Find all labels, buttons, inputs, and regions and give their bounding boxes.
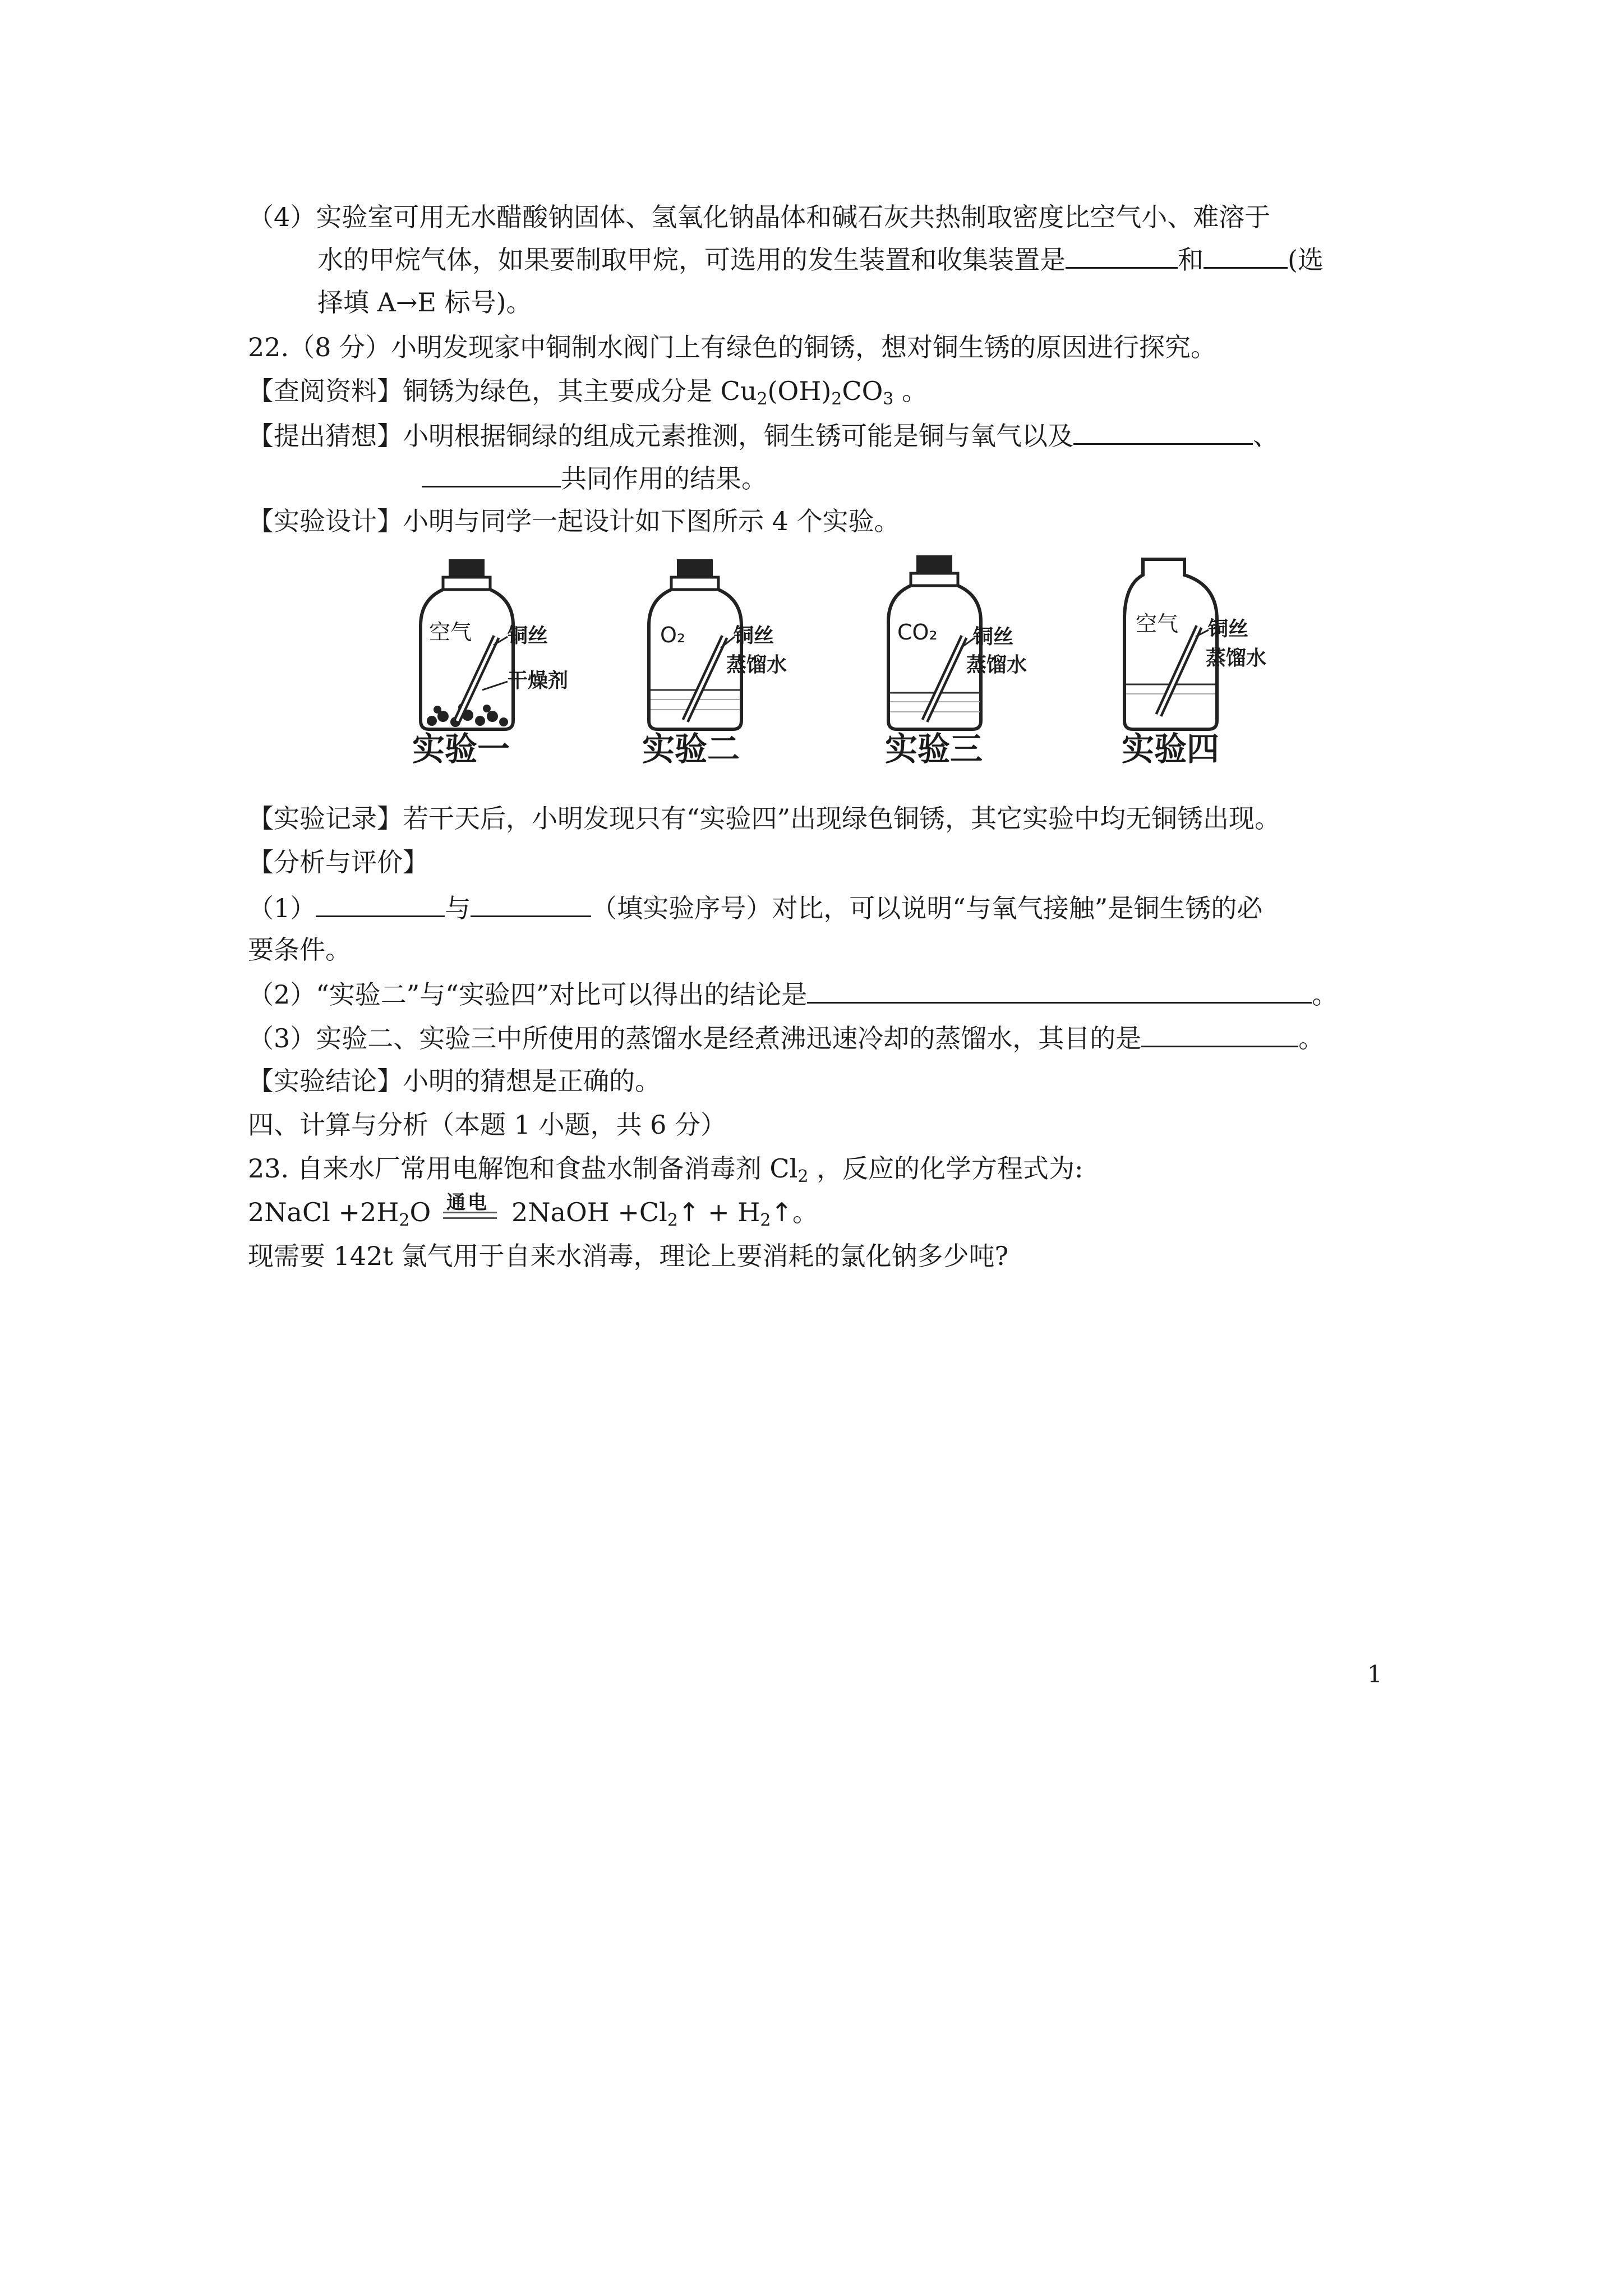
q22-reference (248, 375, 928, 407)
answer-blank-conclusion[interactable] (807, 977, 1312, 1004)
q22-hypothesis-2 (422, 461, 767, 495)
section4-title: 四、计算与分析（本题 1 小题，共 6 分） (248, 1110, 727, 1140)
equation-condition: 通电 (446, 1191, 489, 1214)
q22-design: 【实验设计】小明与同学一起设计如下图所示 4 个实验。 (248, 506, 900, 536)
hypothesis-text: 【提出猜想】小明根据铜绿的组成元素推测，铜生锈可能是铜与氧气以及 (248, 421, 1073, 451)
other-label: 干燥剂 (508, 669, 569, 692)
sub: 2 (831, 389, 842, 409)
equation-bar-top (443, 1212, 497, 1213)
gas-label: 空气 (1136, 611, 1179, 636)
q23-stem (248, 1152, 1083, 1185)
q23-equation-right (511, 1196, 818, 1228)
sub: 2 (667, 1211, 678, 1230)
q22-analysis-2 (248, 977, 1338, 1011)
sub: 2 (797, 1167, 809, 1186)
sub: 2 (399, 1211, 410, 1230)
sub: 3 (883, 389, 894, 409)
gas-label: CO₂ (897, 620, 938, 645)
experiment-figure (404, 553, 1267, 768)
q22-hypothesis (248, 418, 1279, 452)
equation-text: 。 (792, 1197, 819, 1227)
q23-text: 23. 自来水厂常用电解饱和食盐水制备消毒剂 Cl (248, 1153, 798, 1184)
analysis-text: （3）实验二、实验三中所使用的蒸馏水是经煮沸迅速冷却的蒸馏水，其目的是 (248, 1023, 1142, 1053)
page-number: 1 (1367, 1660, 1382, 1688)
q22-analysis-3 (248, 1021, 1324, 1055)
hypothesis-text: 共同作用的结果。 (561, 463, 767, 494)
equation-text: 2NaCl +2H (248, 1197, 399, 1227)
q22-analysis-header: 【分析与评价】 (248, 847, 428, 877)
q22-analysis-1-cont: 要条件。 (248, 935, 351, 965)
q23-text: ，反应的化学方程式为: (808, 1153, 1083, 1184)
answer-blank-purpose[interactable] (1141, 1021, 1298, 1047)
sub: 2 (760, 1211, 771, 1230)
q21-4-text: 水的甲烷气体，如果要制取甲烷，可选用的发生装置和收集装置是 (317, 245, 1066, 275)
q22-record: 【实验记录】若干天后，小明发现只有“实验四”出现绿色铜锈，其它实验中均无铜锈出现。 (248, 803, 1281, 834)
ref-text: CO (842, 376, 883, 406)
experiment-label: 实验二 (642, 730, 740, 768)
rod-label: 铜丝 (734, 624, 774, 647)
other-label: 蒸馏水 (1206, 647, 1267, 670)
jar-experiment-4 (1122, 559, 1266, 768)
gas-arrow-icon: ↑ (771, 1197, 793, 1227)
q23-question: 现需要 142t 氯气用于自来水消毒，理论上要消耗的氯化钠多少吨? (248, 1241, 1009, 1271)
answer-blank-collector[interactable] (1204, 242, 1288, 269)
q22-intro: 22.（8 分）小明发现家中铜制水阀门上有绿色的铜锈，想对铜生锈的原因进行探究。 (248, 332, 1217, 362)
analysis-text: 。 (1312, 979, 1338, 1010)
q22-conclusion: 【实验结论】小明的猜想是正确的。 (248, 1066, 661, 1096)
answer-blank-generator[interactable] (1066, 242, 1178, 269)
gas-label: O₂ (660, 623, 686, 647)
q23-equation-left (248, 1196, 431, 1228)
analysis-text: 与 (445, 893, 471, 923)
q21-4-and: 和 (1178, 245, 1204, 275)
equation-text: O (409, 1197, 431, 1227)
analysis-text: （2）“实验二”与“实验四”对比可以得出的结论是 (248, 979, 808, 1010)
gas-arrow-icon: ↑ (677, 1197, 700, 1227)
ref-text: (OH) (767, 376, 832, 406)
analysis-text: 。 (1298, 1023, 1325, 1053)
q21-4-line3: 择填 A→E 标号)。 (317, 287, 532, 318)
answer-blank-compare-2[interactable] (471, 891, 591, 917)
rod-label: 铜丝 (508, 624, 548, 647)
equation-text: 2NaOH +Cl (511, 1197, 667, 1227)
experiment-label: 实验四 (1122, 730, 1220, 768)
analysis-text: （填实验序号）对比，可以说明“与氧气接触”是铜生锈的必 (591, 893, 1263, 923)
experiment-label: 实验三 (885, 730, 983, 768)
sub: 2 (757, 389, 768, 409)
answer-blank-compare-1[interactable] (316, 891, 445, 917)
rod-label: 铜丝 (1208, 618, 1249, 641)
q21-4-line2 (317, 242, 1324, 276)
ref-text: 【查阅资料】铜锈为绿色，其主要成分是 Cu (248, 376, 757, 406)
q22-analysis-1 (248, 891, 1262, 924)
analysis-text: （1） (248, 893, 316, 923)
q21-4-select: (选 (1288, 245, 1324, 275)
jar-experiment-3 (885, 555, 1027, 768)
equation-text: + H (699, 1197, 760, 1227)
equation-bar-bottom (443, 1217, 497, 1219)
jar-experiment-2 (642, 559, 787, 768)
q21-4-line1: （4）实验室可用无水醋酸钠固体、氢氧化钠晶体和碱石灰共热制取密度比空气小、难溶于 (248, 202, 1271, 232)
hypothesis-sep: 、 (1253, 421, 1279, 451)
gas-label: 空气 (429, 620, 472, 645)
rod-label: 铜丝 (973, 625, 1014, 648)
ref-text: 。 (893, 376, 928, 406)
other-label: 蒸馏水 (966, 654, 1027, 677)
experiment-label: 实验一 (412, 730, 510, 768)
other-label: 蒸馏水 (726, 654, 787, 677)
answer-blank-hypothesis-1[interactable] (1073, 418, 1253, 445)
answer-blank-hypothesis-2[interactable] (422, 461, 561, 487)
jar-experiment-1 (412, 559, 568, 768)
